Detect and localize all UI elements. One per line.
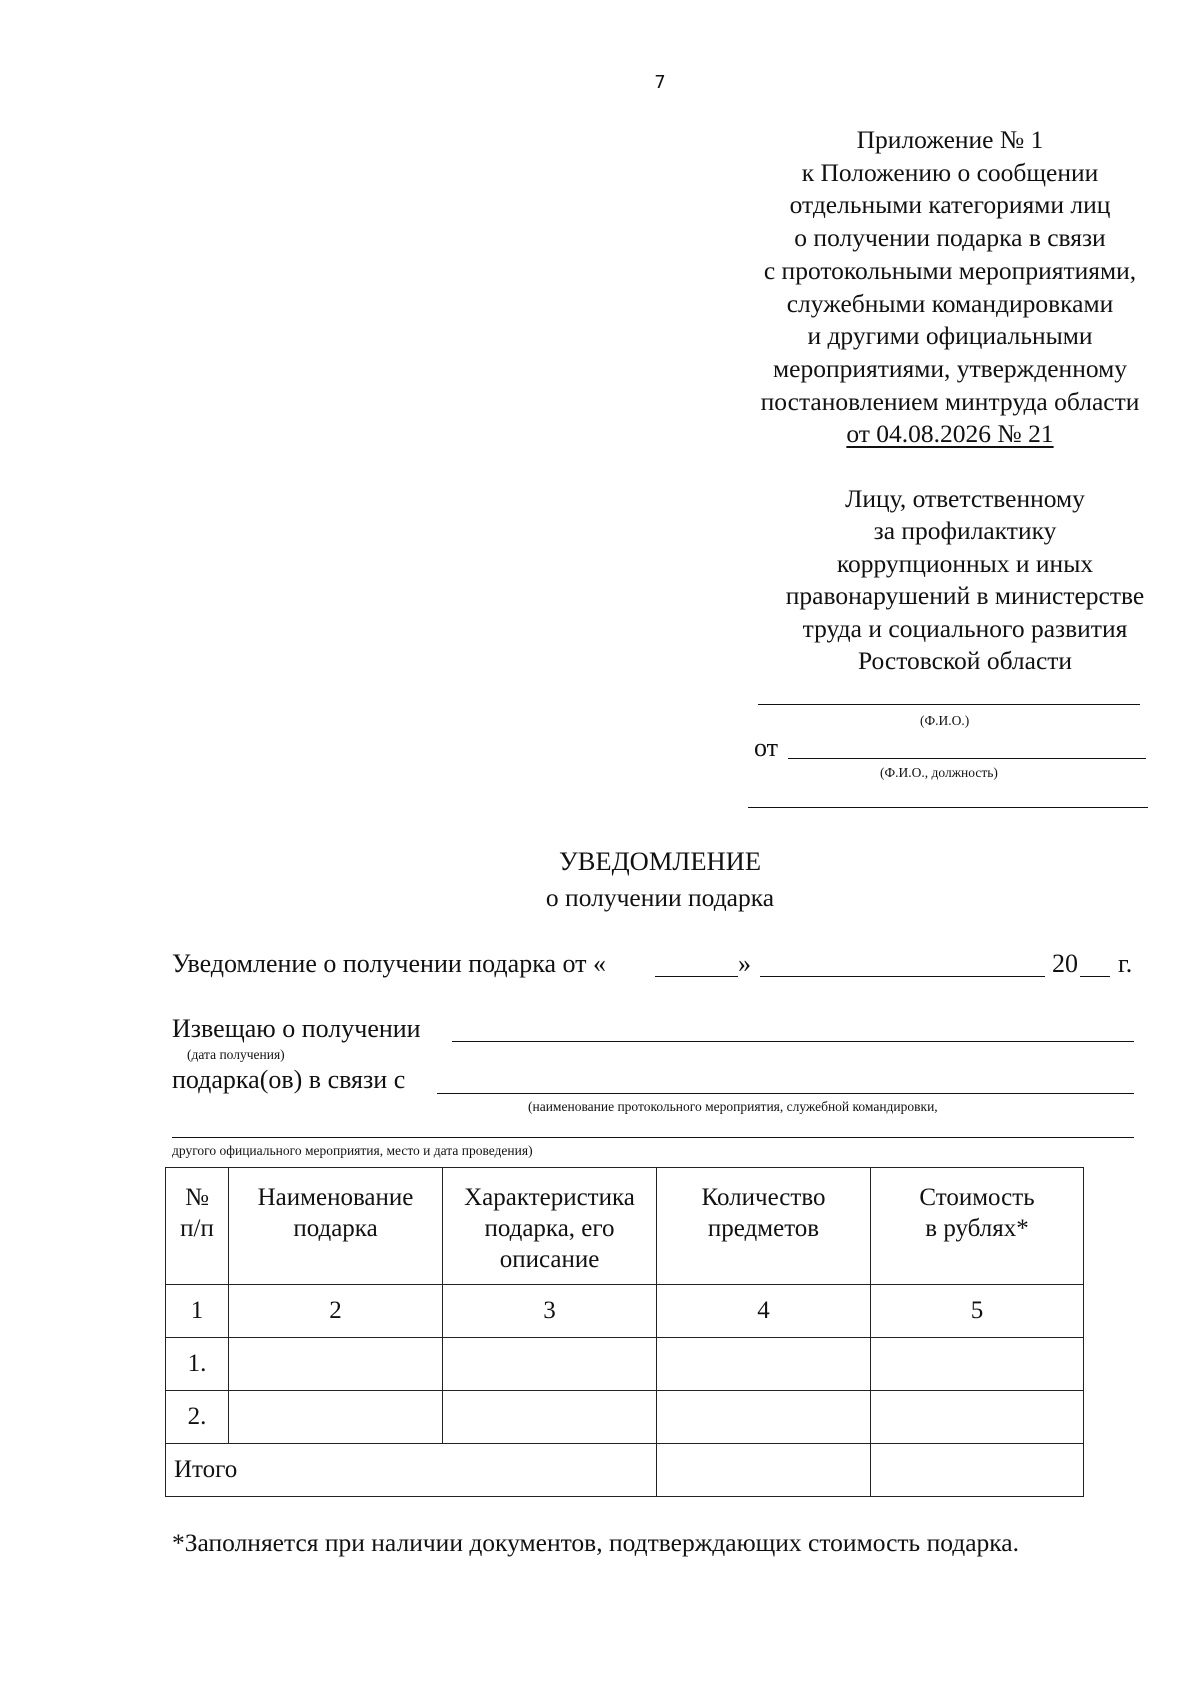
total-quantity-cell[interactable]: [657, 1444, 871, 1497]
annex-line: служебными командировками: [786, 288, 1114, 318]
header-cost: [871, 1168, 1084, 1285]
header-text: в рублях*: [925, 1215, 1029, 1242]
quantity-cell[interactable]: [657, 1338, 871, 1391]
annex-header: [680, 124, 1200, 451]
addressee-line: труда и социального развития: [802, 613, 1128, 643]
receipt-date-caption: (дата получения): [187, 1047, 285, 1062]
footnote: *Заполняется при наличии документов, подтверждающих стоимость подарка.: [172, 1528, 1019, 1557]
header-text: Характеристика: [464, 1184, 635, 1211]
event-caption-2: другого официального мероприятия, место и дата проведения): [172, 1143, 533, 1158]
header-text: подарка: [293, 1215, 378, 1242]
header-text: описание: [499, 1246, 600, 1273]
notice-year-field[interactable]: [1080, 976, 1110, 977]
total-row: [166, 1444, 1084, 1497]
header-text: п/п: [180, 1215, 214, 1242]
table-row: [166, 1338, 1084, 1391]
annex-line: и другими официальными: [807, 321, 1093, 351]
document-title: УВЕДОМЛЕНИЕ: [558, 846, 762, 876]
header-gift-description: [443, 1168, 657, 1285]
event-name-field[interactable]: [437, 1093, 1134, 1094]
notice-year-prefix: 20: [1052, 949, 1078, 978]
from-label: от: [754, 733, 779, 762]
notice-day-field[interactable]: [655, 976, 738, 977]
row-number: 1.: [166, 1338, 229, 1391]
annex-line: мероприятиями, утвержденному: [773, 353, 1127, 383]
addressee-line: правонарушений в министерстве: [785, 581, 1145, 611]
report-label: Извещаю о получении: [172, 1014, 421, 1043]
gifts-table: [165, 1167, 1084, 1497]
gift-name-cell[interactable]: [229, 1338, 443, 1391]
header-quantity: [657, 1168, 871, 1285]
event-caption-1: (наименование протокольного мероприятия, служебной командировки,: [528, 1099, 938, 1114]
header-text: предметов: [707, 1215, 820, 1242]
annex-date-line: от 04.08.2026 № 21: [846, 419, 1054, 449]
column-number: 1: [166, 1285, 229, 1338]
addressee-block: [745, 483, 1185, 677]
annex-line: к Положению о сообщении: [801, 157, 1099, 187]
column-number: 5: [871, 1285, 1084, 1338]
annex-line: постановлением минтруда области: [760, 386, 1140, 416]
header-number: [166, 1168, 229, 1285]
cost-cell[interactable]: [871, 1391, 1084, 1444]
notice-month-field[interactable]: [760, 976, 1045, 977]
column-number: 2: [229, 1285, 443, 1338]
row-number: 2.: [166, 1391, 229, 1444]
header-text: Наименование: [257, 1184, 414, 1211]
notice-prefix: Уведомление о получении подарка от «: [172, 949, 607, 978]
addressee-line: коррупционных и иных: [836, 548, 1094, 578]
gift-name-cell[interactable]: [229, 1391, 443, 1444]
notice-year-suffix: г.: [1118, 949, 1133, 978]
annex-line: Приложение № 1: [856, 125, 1044, 154]
quantity-cell[interactable]: [657, 1391, 871, 1444]
column-number: 3: [443, 1285, 657, 1338]
page-number: 7: [654, 72, 666, 93]
header-text: Стоимость: [919, 1184, 1035, 1211]
header-text: №: [185, 1184, 209, 1211]
event-details-field[interactable]: [172, 1137, 1134, 1138]
notice-quote-close: »: [738, 949, 751, 978]
annex-line: отдельными категориями лиц: [789, 190, 1111, 220]
gift-reason-label: подарка(ов) в связи с: [172, 1065, 406, 1094]
annex-line: с протокольными мероприятиями,: [763, 255, 1137, 285]
document-subtitle: о получении подарка: [545, 883, 775, 912]
annex-line: о получении подарка в связи: [794, 223, 1106, 253]
receipt-date-field[interactable]: [452, 1041, 1134, 1042]
header-gift-name: [229, 1168, 443, 1285]
cost-cell[interactable]: [871, 1338, 1084, 1391]
total-cost-cell[interactable]: [871, 1444, 1084, 1497]
addressee-line: Ростовской области: [857, 646, 1073, 676]
gift-description-cell[interactable]: [443, 1391, 657, 1444]
sender-fio-caption: (Ф.И.О., должность): [880, 765, 998, 780]
recipient-fio-caption: (Ф.И.О.): [920, 713, 970, 728]
header-text: подарка, его: [484, 1215, 615, 1242]
sender-fio-position-field[interactable]: [788, 758, 1146, 759]
column-number-row: [166, 1285, 1084, 1338]
gift-description-cell[interactable]: [443, 1338, 657, 1391]
table-header-row: [166, 1168, 1084, 1285]
addressee-line: за профилактику: [873, 516, 1057, 546]
header-text: Количество: [701, 1184, 826, 1211]
addressee-line: Лицу, ответственному: [845, 484, 1085, 513]
recipient-fio-field[interactable]: [758, 704, 1140, 705]
column-number: 4: [657, 1285, 871, 1338]
sender-extra-field[interactable]: [748, 807, 1148, 808]
total-label: Итого: [166, 1444, 657, 1497]
table-row: [166, 1391, 1084, 1444]
